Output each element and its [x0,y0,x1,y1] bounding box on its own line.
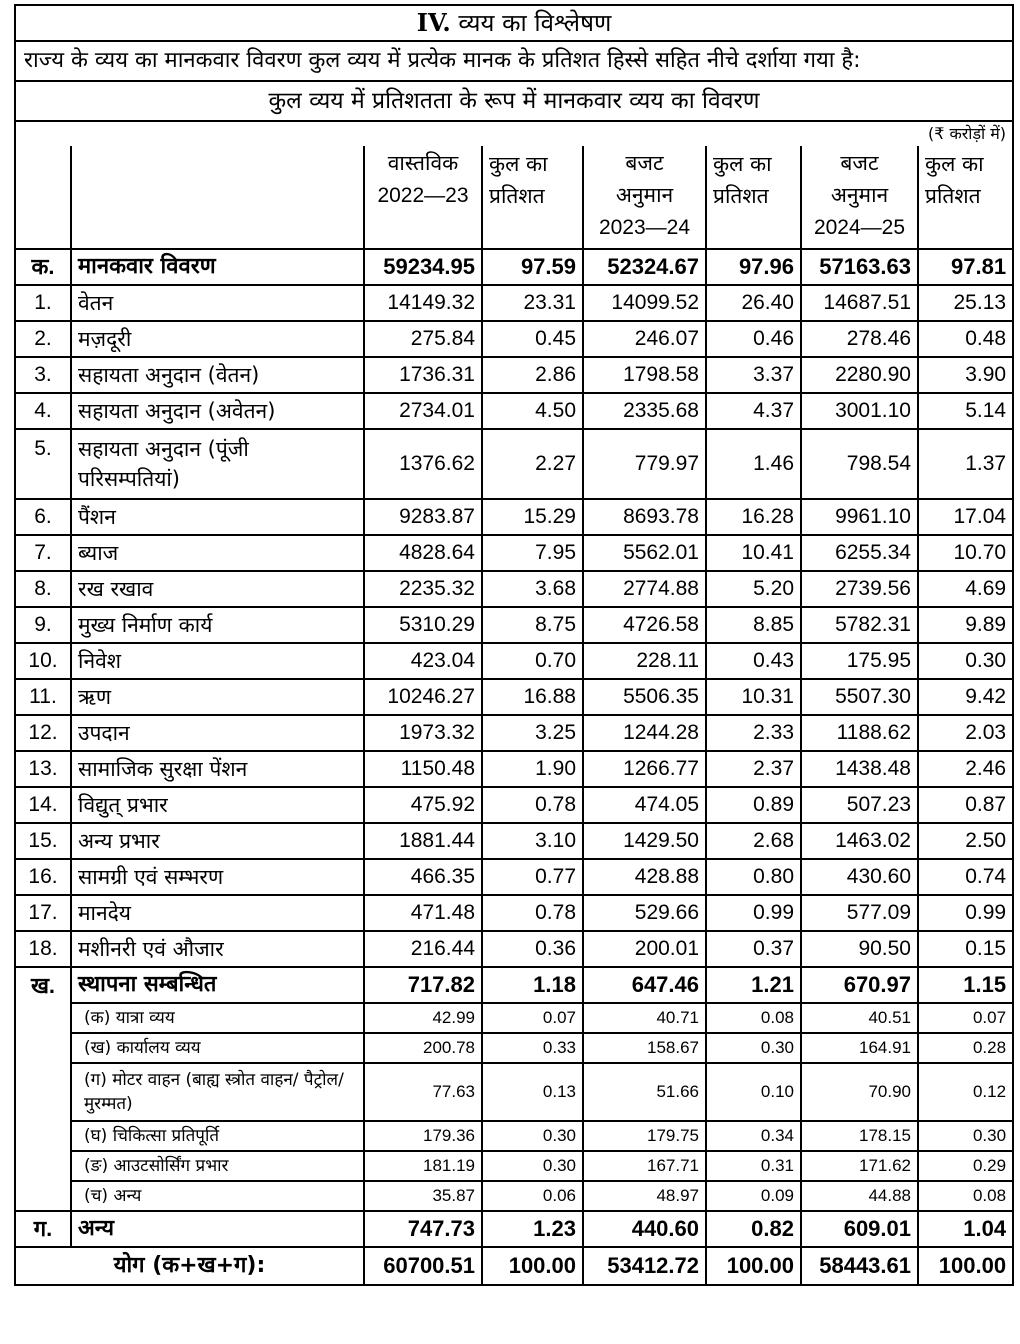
row-serial: 4. [15,393,71,429]
table-row [15,643,1013,679]
cell-value: 4.37 [706,393,801,429]
cell-value: 2734.01 [364,393,482,429]
cell-value: 5310.29 [364,607,482,643]
total-value: 60700.51 [364,1247,482,1285]
cell-value: 70.90 [801,1063,918,1121]
cell-value: 1.15 [918,967,1013,1003]
cell-value: 2.33 [706,715,801,751]
header-text: अनुमान [830,184,889,207]
table-row [15,1181,1013,1211]
row-serial [15,1063,71,1121]
header-sno [15,146,71,249]
header-text: अनुमान [615,184,674,207]
cell-value: 0.89 [706,787,801,823]
row-label: रख रखाव [71,571,364,607]
cell-value: 42.99 [364,1003,482,1033]
cell-value: 430.60 [801,859,918,895]
row-label: मज़दूरी [71,321,364,357]
cell-value: 428.88 [583,859,706,895]
cell-value: 4828.64 [364,535,482,571]
row-label: मानकवार विवरण [71,249,364,285]
row-serial: 18. [15,931,71,967]
header-percent-3 [918,146,1013,249]
table-row [15,1033,1013,1063]
row-label: वेतन [71,285,364,321]
cell-value: 2774.88 [583,571,706,607]
cell-value: 798.54 [801,429,918,499]
cell-value: 2.46 [918,751,1013,787]
cell-value: 97.81 [918,249,1013,285]
table-row [15,715,1013,751]
cell-value: 1463.02 [801,823,918,859]
section-title [15,5,1013,41]
cell-value: 471.48 [364,895,482,931]
cell-value: 475.92 [364,787,482,823]
row-label: (क) यात्रा व्यय [71,1003,364,1033]
cell-value: 0.06 [482,1181,583,1211]
column-header-row [15,146,1013,249]
row-label: सामग्री एवं सम्भरण [71,859,364,895]
cell-value: 16.88 [482,679,583,715]
cell-value: 474.05 [583,787,706,823]
cell-value: 179.75 [583,1121,706,1151]
cell-value: 8.85 [706,607,801,643]
total-value: 100.00 [918,1247,1013,1285]
cell-value: 0.78 [482,895,583,931]
header-text: प्रतिशत [925,184,981,208]
row-serial: 8. [15,571,71,607]
row-serial: 1. [15,285,71,321]
row-serial: ख. [15,967,71,1003]
header-text: कुल का [925,152,984,176]
cell-value: 0.74 [918,859,1013,895]
cell-value: 0.07 [918,1003,1013,1033]
row-serial: ग. [15,1211,71,1247]
row-label: सामाजिक सुरक्षा पेंशन [71,751,364,787]
cell-value: 8693.78 [583,499,706,535]
row-label: उपदान [71,715,364,751]
cell-value: 23.31 [482,285,583,321]
cell-value: 1188.62 [801,715,918,751]
header-budget-2023-24 [583,146,706,249]
cell-value: 0.08 [918,1181,1013,1211]
cell-value: 48.97 [583,1181,706,1211]
cell-value: 0.36 [482,931,583,967]
cell-value: 3001.10 [801,393,918,429]
table-row [15,321,1013,357]
header-text: कुल का [489,152,548,176]
header-actual-2022-23 [364,146,482,249]
cell-value: 0.31 [706,1151,801,1181]
cell-value: 90.50 [801,931,918,967]
row-label: (ख) कार्यालय व्यय [71,1033,364,1063]
header-text: वास्तविक [387,152,459,175]
cell-value: 1.18 [482,967,583,1003]
row-label: स्थापना सम्बन्धित [71,967,364,1003]
table-row [15,571,1013,607]
cell-value: 5507.30 [801,679,918,715]
cell-value: 4.69 [918,571,1013,607]
cell-value: 466.35 [364,859,482,895]
table-row [15,1063,1013,1121]
row-label: मानदेय [71,895,364,931]
cell-value: 181.19 [364,1151,482,1181]
cell-value: 15.29 [482,499,583,535]
row-serial: 9. [15,607,71,643]
cell-value: 178.15 [801,1121,918,1151]
row-label: निवेश [71,643,364,679]
row-label: (ग) मोटर वाहन (बाह्य स्त्रोत वाहन/ पैट्रोल/मुरम्मत) [71,1063,364,1121]
header-name [71,146,364,249]
row-label: अन्य [71,1211,364,1247]
cell-value: 5.14 [918,393,1013,429]
section-roman-numeral: IV. [416,8,451,37]
table-row [15,249,1013,285]
cell-value: 423.04 [364,643,482,679]
cell-value: 246.07 [583,321,706,357]
table-row [15,823,1013,859]
cell-value: 0.70 [482,643,583,679]
cell-value: 3.25 [482,715,583,751]
cell-value: 0.77 [482,859,583,895]
cell-value: 0.45 [482,321,583,357]
cell-value: 2.37 [706,751,801,787]
cell-value: 1150.48 [364,751,482,787]
row-serial: 17. [15,895,71,931]
unit-note: (₹ करोड़ों में) [15,121,1013,146]
cell-value: 14099.52 [583,285,706,321]
cell-value: 175.95 [801,643,918,679]
cell-value: 9961.10 [801,499,918,535]
cell-value: 9.42 [918,679,1013,715]
cell-value: 747.73 [364,1211,482,1247]
cell-value: 171.62 [801,1151,918,1181]
table-row [15,1121,1013,1151]
cell-value: 0.99 [918,895,1013,931]
header-percent-1 [482,146,583,249]
row-serial: 14. [15,787,71,823]
cell-value: 228.11 [583,643,706,679]
row-serial [15,1121,71,1151]
cell-value: 0.29 [918,1151,1013,1181]
cell-value: 14687.51 [801,285,918,321]
cell-value: 0.78 [482,787,583,823]
cell-value: 10.31 [706,679,801,715]
cell-value: 0.46 [706,321,801,357]
cell-value: 8.75 [482,607,583,643]
table-row [15,285,1013,321]
cell-value: 0.82 [706,1211,801,1247]
cell-value: 609.01 [801,1211,918,1247]
cell-value: 10246.27 [364,679,482,715]
cell-value: 1429.50 [583,823,706,859]
total-label: योग (क+ख+ग): [15,1247,364,1285]
cell-value: 1973.32 [364,715,482,751]
cell-value: 1.21 [706,967,801,1003]
header-text: 2024—25 [813,216,906,239]
cell-value: 0.07 [482,1003,583,1033]
cell-value: 52324.67 [583,249,706,285]
row-label: मुख्य निर्माण कार्य [71,607,364,643]
cell-value: 17.04 [918,499,1013,535]
table-row [15,357,1013,393]
row-label: सहायता अनुदान (वेतन) [71,357,364,393]
table-row [15,679,1013,715]
cell-value: 179.36 [364,1121,482,1151]
row-label: ऋण [71,679,364,715]
row-serial: 3. [15,357,71,393]
header-text: प्रतिशत [489,184,545,208]
cell-value: 5.20 [706,571,801,607]
cell-value: 216.44 [364,931,482,967]
row-label: विद्युत् प्रभार [71,787,364,823]
row-label: (च) अन्य [71,1181,364,1211]
cell-value: 5506.35 [583,679,706,715]
cell-value: 2.50 [918,823,1013,859]
row-serial: 5. [15,429,71,499]
total-value: 100.00 [706,1247,801,1285]
cell-value: 1881.44 [364,823,482,859]
row-serial: 10. [15,643,71,679]
header-text: 2022—23 [377,184,469,207]
total-value: 58443.61 [801,1247,918,1285]
row-serial: 15. [15,823,71,859]
cell-value: 0.87 [918,787,1013,823]
row-serial: 16. [15,859,71,895]
expenditure-table [14,4,1014,1286]
cell-value: 0.30 [482,1121,583,1151]
cell-value: 97.59 [482,249,583,285]
cell-value: 2.86 [482,357,583,393]
cell-value: 0.30 [918,1121,1013,1151]
cell-value: 40.51 [801,1003,918,1033]
cell-value: 717.82 [364,967,482,1003]
cell-value: 1.23 [482,1211,583,1247]
cell-value: 0.80 [706,859,801,895]
cell-value: 9.89 [918,607,1013,643]
cell-value: 2235.32 [364,571,482,607]
cell-value: 97.96 [706,249,801,285]
cell-value: 278.46 [801,321,918,357]
cell-value: 1.04 [918,1211,1013,1247]
cell-value: 0.13 [482,1063,583,1121]
row-label: सहायता अनुदान (अवेतन) [71,393,364,429]
cell-value: 0.28 [918,1033,1013,1063]
cell-value: 0.48 [918,321,1013,357]
table-row [15,1151,1013,1181]
cell-value: 77.63 [364,1063,482,1121]
table-row [15,751,1013,787]
cell-value: 0.30 [706,1033,801,1063]
cell-value: 0.99 [706,895,801,931]
cell-value: 0.33 [482,1033,583,1063]
cell-value: 1.90 [482,751,583,787]
cell-value: 200.78 [364,1033,482,1063]
cell-value: 0.30 [918,643,1013,679]
cell-value: 1244.28 [583,715,706,751]
row-serial [15,1181,71,1211]
row-label: पैंशन [71,499,364,535]
section-title-text: व्यय का विश्लेषण [458,9,612,37]
cell-value: 670.97 [801,967,918,1003]
cell-value: 9283.87 [364,499,482,535]
cell-value: 1266.77 [583,751,706,787]
header-text: 2023—24 [598,216,691,239]
cell-value: 2335.68 [583,393,706,429]
row-serial: 12. [15,715,71,751]
cell-value: 1798.58 [583,357,706,393]
cell-value: 0.30 [482,1151,583,1181]
header-text: कुल का [713,152,772,176]
cell-value: 14149.32 [364,285,482,321]
cell-value: 1736.31 [364,357,482,393]
cell-value: 40.71 [583,1003,706,1033]
header-percent-2 [706,146,801,249]
cell-value: 0.09 [706,1181,801,1211]
cell-value: 4726.58 [583,607,706,643]
cell-value: 44.88 [801,1181,918,1211]
cell-value: 2.03 [918,715,1013,751]
row-serial [15,1151,71,1181]
cell-value: 440.60 [583,1211,706,1247]
row-serial: 2. [15,321,71,357]
table-row [15,499,1013,535]
cell-value: 25.13 [918,285,1013,321]
cell-value: 577.09 [801,895,918,931]
cell-value: 26.40 [706,285,801,321]
row-serial: 11. [15,679,71,715]
table-row [15,535,1013,571]
cell-value: 2.27 [482,429,583,499]
cell-value: 2280.90 [801,357,918,393]
row-label: सहायता अनुदान (पूंजी परिसम्पतियां) [71,429,364,499]
cell-value: 275.84 [364,321,482,357]
cell-value: 0.08 [706,1003,801,1033]
table-title: कुल व्यय में प्रतिशतता के रूप में मानकवार व्यय का विवरण [15,81,1013,121]
cell-value: 2.68 [706,823,801,859]
cell-value: 164.91 [801,1033,918,1063]
cell-value: 200.01 [583,931,706,967]
header-text: प्रतिशत [713,184,769,208]
cell-value: 1.46 [706,429,801,499]
row-serial: 6. [15,499,71,535]
row-serial [15,1033,71,1063]
cell-value: 167.71 [583,1151,706,1181]
row-serial [15,1003,71,1033]
cell-value: 5782.31 [801,607,918,643]
cell-value: 3.90 [918,357,1013,393]
table-row [15,1211,1013,1247]
table-row [15,607,1013,643]
cell-value: 6255.34 [801,535,918,571]
table-row [15,787,1013,823]
cell-value: 4.50 [482,393,583,429]
header-text: बजट [840,152,879,175]
table-row [15,895,1013,931]
cell-value: 0.10 [706,1063,801,1121]
cell-value: 7.95 [482,535,583,571]
row-label: (घ) चिकित्सा प्रतिपूर्ति [71,1121,364,1151]
cell-value: 10.41 [706,535,801,571]
row-label: (ङ) आउटसोर्सिंग प्रभार [71,1151,364,1181]
cell-value: 507.23 [801,787,918,823]
cell-value: 0.15 [918,931,1013,967]
table-row [15,393,1013,429]
intro-text: राज्य के व्यय का मानकवार विवरण कुल व्यय में प्रत्येक मानक के प्रतिशत हिस्से सहित नीचे दर्शाया गया है: [15,41,1013,81]
cell-value: 0.37 [706,931,801,967]
header-text: बजट [625,152,664,175]
cell-value: 35.87 [364,1181,482,1211]
total-row [15,1247,1013,1285]
cell-value: 647.46 [583,967,706,1003]
cell-value: 0.12 [918,1063,1013,1121]
cell-value: 779.97 [583,429,706,499]
total-value: 53412.72 [583,1247,706,1285]
cell-value: 1438.48 [801,751,918,787]
row-serial: 7. [15,535,71,571]
table-row [15,429,1013,499]
row-serial: क. [15,249,71,285]
total-value: 100.00 [482,1247,583,1285]
cell-value: 59234.95 [364,249,482,285]
table-row [15,967,1013,1003]
cell-value: 10.70 [918,535,1013,571]
row-label: ब्याज [71,535,364,571]
cell-value: 1.37 [918,429,1013,499]
row-serial: 13. [15,751,71,787]
header-budget-2024-25 [801,146,918,249]
cell-value: 158.67 [583,1033,706,1063]
row-label: अन्य प्रभार [71,823,364,859]
expenditure-analysis-sheet [14,4,1012,1286]
cell-value: 51.66 [583,1063,706,1121]
cell-value: 2739.56 [801,571,918,607]
row-label: मशीनरी एवं औजार [71,931,364,967]
table-row [15,859,1013,895]
cell-value: 1376.62 [364,429,482,499]
table-row [15,1003,1013,1033]
cell-value: 3.37 [706,357,801,393]
cell-value: 529.66 [583,895,706,931]
cell-value: 0.43 [706,643,801,679]
cell-value: 0.34 [706,1121,801,1151]
cell-value: 57163.63 [801,249,918,285]
cell-value: 3.68 [482,571,583,607]
table-row [15,931,1013,967]
cell-value: 5562.01 [583,535,706,571]
cell-value: 16.28 [706,499,801,535]
cell-value: 3.10 [482,823,583,859]
